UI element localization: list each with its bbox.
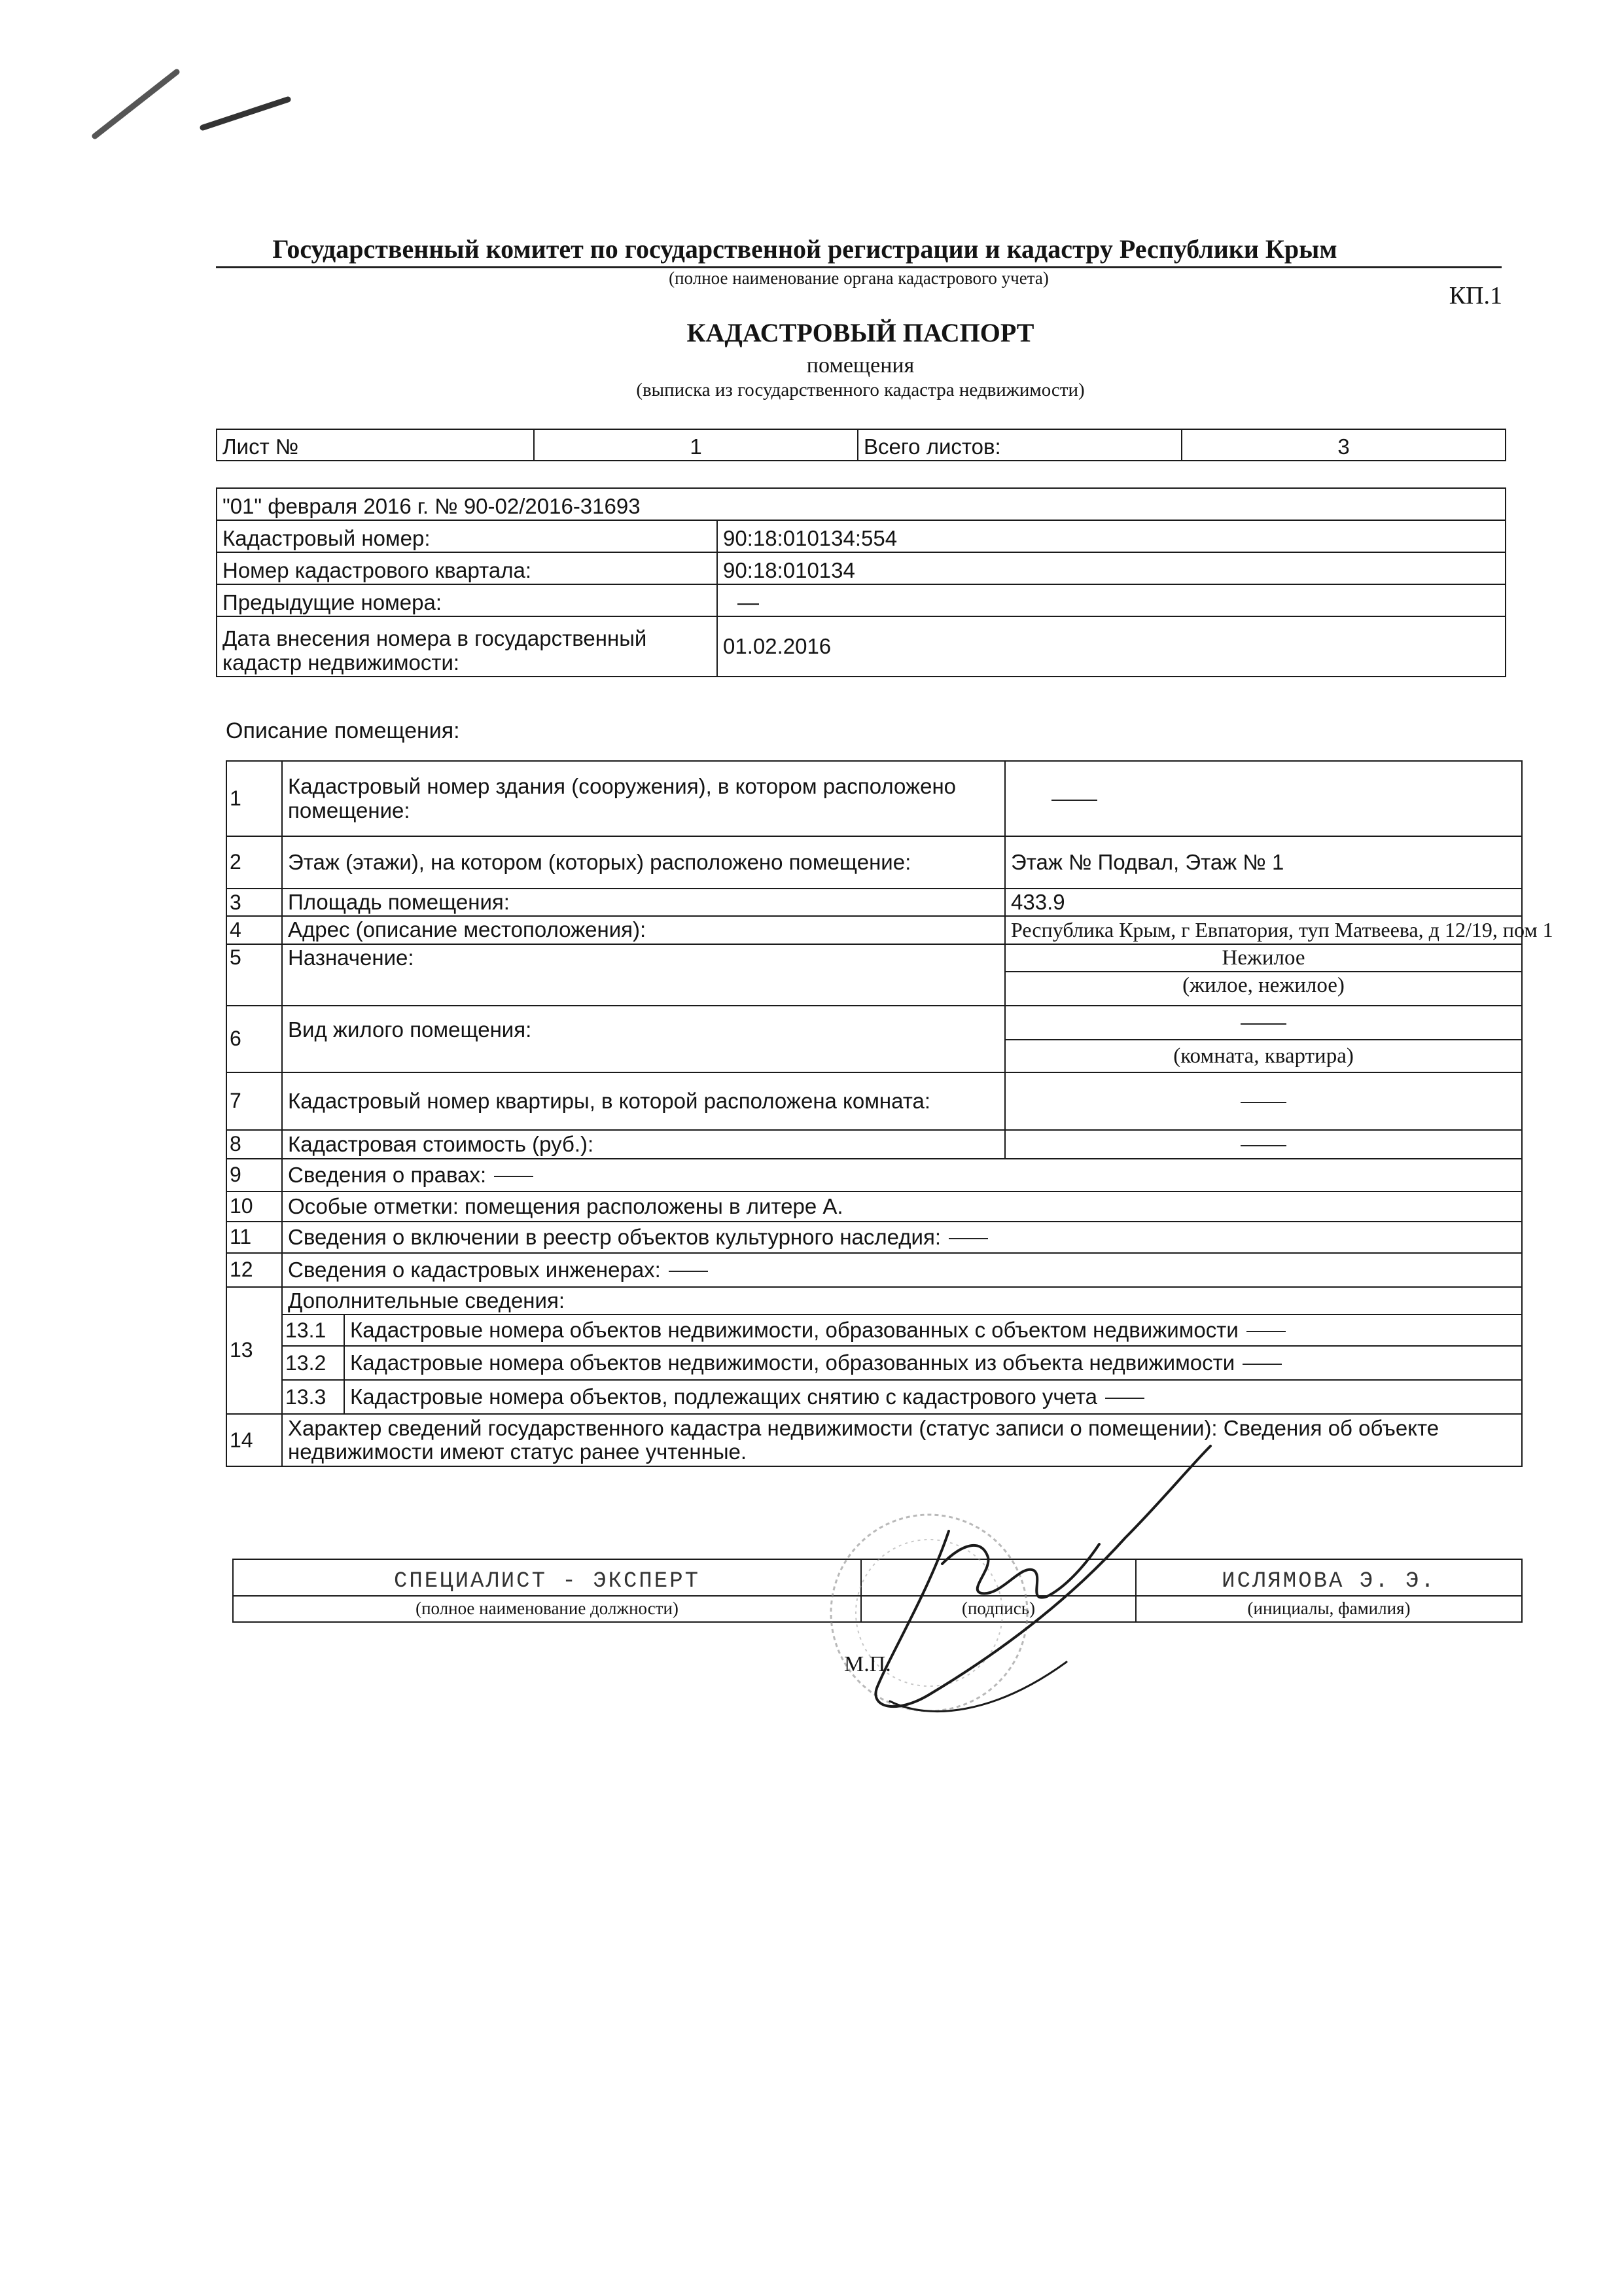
sub-row-formed-from [344, 1346, 1522, 1380]
building-number-label: Кадастровый номер здания (сооружения), в котором расположено помещение: [282, 761, 1005, 836]
cadastral-value-label: Кадастровая стоимость (руб.): [282, 1130, 1005, 1159]
sheet-number: 1 [534, 429, 858, 461]
row-number: 10 [226, 1191, 282, 1222]
empty-dash [1241, 1145, 1286, 1146]
row-number: 4 [226, 916, 282, 944]
apartment-number-value [1005, 1072, 1522, 1130]
description-table [226, 760, 1553, 1467]
sheet-table [216, 429, 1506, 461]
empty-dash [949, 1238, 988, 1239]
rights-label: Сведения о правах: [288, 1162, 487, 1187]
name-caption: (инициалы, фамилия) [1136, 1596, 1522, 1622]
row-number: 1 [226, 761, 282, 836]
quarter-number-label: Номер кадастрового квартала: [217, 552, 717, 584]
sub-row-formed-with [344, 1315, 1522, 1346]
area-value: 433.9 [1005, 889, 1522, 916]
row-number: 5 [226, 944, 282, 1006]
residential-type-label: Вид жилого помещения: [282, 1006, 1005, 1072]
row-number: 11 [226, 1222, 282, 1253]
sub-row-label: Кадастровые номера объектов, подлежащих снятию с кадастрового учета [350, 1385, 1097, 1409]
record-status: Характер сведений государственного кадастра недвижимости (статус записи о помещении): Сведения об объекте недвижимости имеют статус ранее учтенные. [282, 1414, 1522, 1466]
area-label: Площадь помещения: [282, 889, 1005, 916]
signature-caption: (подпись) [861, 1596, 1136, 1622]
name-stamp: ИСЛЯМОВА Э. Э. [1222, 1568, 1436, 1594]
row-number: 13 [226, 1287, 282, 1414]
building-number-value [1005, 761, 1522, 836]
position-caption: (полное наименование должности) [233, 1596, 861, 1622]
cadastral-value-value [1005, 1130, 1522, 1159]
sub-row-deregistration [344, 1380, 1522, 1414]
position-value [233, 1559, 861, 1596]
empty-dash [1241, 1102, 1286, 1103]
sub-row-number: 13.2 [282, 1346, 344, 1380]
address-value: Республика Крым, г Евпатория, туп Матвеева, д 12/19, пом 1 [1005, 916, 1522, 944]
total-sheets-value: 3 [1182, 429, 1506, 461]
residential-type-hint: (комната, квартира) [1005, 1040, 1522, 1072]
registration-date-value: 01.02.2016 [717, 616, 1506, 677]
previous-numbers-value: — [717, 584, 1506, 616]
floors-label: Этаж (этажи), на котором (которых) расположено помещение: [282, 836, 1005, 889]
row-number: 14 [226, 1414, 282, 1466]
row-number: 3 [226, 889, 282, 916]
purpose-value: Нежилое [1005, 944, 1522, 972]
total-sheets-label: Всего листов: [858, 429, 1182, 461]
staple-marks [85, 59, 294, 150]
residential-type-value [1005, 1006, 1522, 1040]
date-number-line: "01" февраля 2016 г. № 90-02/2016-31693 [217, 488, 1506, 520]
sheet-label: Лист № [217, 429, 534, 461]
description-heading: Описание помещения: [226, 718, 460, 743]
cadastral-number-label: Кадастровый номер: [217, 520, 717, 552]
stamp-place-label: М.П. [844, 1652, 891, 1676]
special-notes: Особые отметки: помещения расположены в литере А. [282, 1191, 1522, 1222]
doc-subtitle: помещения [806, 353, 915, 378]
org-name: Государственный комитет по государственной регистрации и кадастру Республики Крым [272, 234, 1337, 264]
engineers-label: Сведения о кадастровых инженерах: [288, 1257, 661, 1282]
empty-dash [1243, 1364, 1282, 1365]
sub-row-number: 13.1 [282, 1315, 344, 1346]
address-label: Адрес (описание местоположения): [282, 916, 1005, 944]
floors-value: Этаж № Подвал, Этаж № 1 [1005, 836, 1522, 889]
row-number: 9 [226, 1159, 282, 1191]
row-number: 12 [226, 1253, 282, 1287]
empty-dash [1241, 1023, 1286, 1025]
sub-row-number: 13.3 [282, 1380, 344, 1414]
empty-dash [494, 1176, 533, 1177]
registration-date-label: Дата внесения номера в государственный кадастр недвижимости: [217, 616, 717, 677]
rights-info [282, 1159, 1522, 1191]
heritage-info [282, 1222, 1522, 1253]
empty-dash [1051, 800, 1097, 801]
sub-row-label: Кадастровые номера объектов недвижимости, образованных из объекта недвижимости [350, 1350, 1235, 1375]
cadastral-number-value: 90:18:010134:554 [717, 520, 1506, 552]
row-number: 8 [226, 1130, 282, 1159]
row-number: 7 [226, 1072, 282, 1130]
identity-table [216, 487, 1506, 677]
heritage-label: Сведения о включении в реестр объектов культурного наследия: [288, 1224, 942, 1249]
handwritten-signature [851, 1439, 1217, 1754]
empty-dash [669, 1271, 708, 1272]
doc-title: КАДАСТРОВЫЙ ПАСПОРТ [686, 318, 1034, 347]
apartment-number-label: Кадастровый номер квартиры, в которой расположена комната: [282, 1072, 1005, 1130]
purpose-label: Назначение: [282, 944, 1005, 1006]
purpose-hint: (жилое, нежилое) [1005, 972, 1522, 1006]
sub-row-label: Кадастровые номера объектов недвижимости, образованных с объектом недвижимости [350, 1318, 1239, 1343]
position-stamp: СПЕЦИАЛИСТ - ЭКСПЕРТ [393, 1568, 701, 1594]
previous-numbers-label: Предыдущие номера: [217, 584, 717, 616]
row-number: 2 [226, 836, 282, 889]
org-caption: (полное наименование органа кадастрового учета) [669, 268, 1049, 288]
quarter-number-value: 90:18:010134 [717, 552, 1506, 584]
form-code: КП.1 [1449, 282, 1502, 309]
row-number: 6 [226, 1006, 282, 1072]
doc-subtitle-note: (выписка из государственного кадастра недвижимости) [636, 380, 1085, 400]
empty-dash [1246, 1331, 1286, 1332]
empty-dash [1105, 1398, 1144, 1399]
additional-info-label: Дополнительные сведения: [282, 1287, 1522, 1315]
engineers-info [282, 1253, 1522, 1287]
